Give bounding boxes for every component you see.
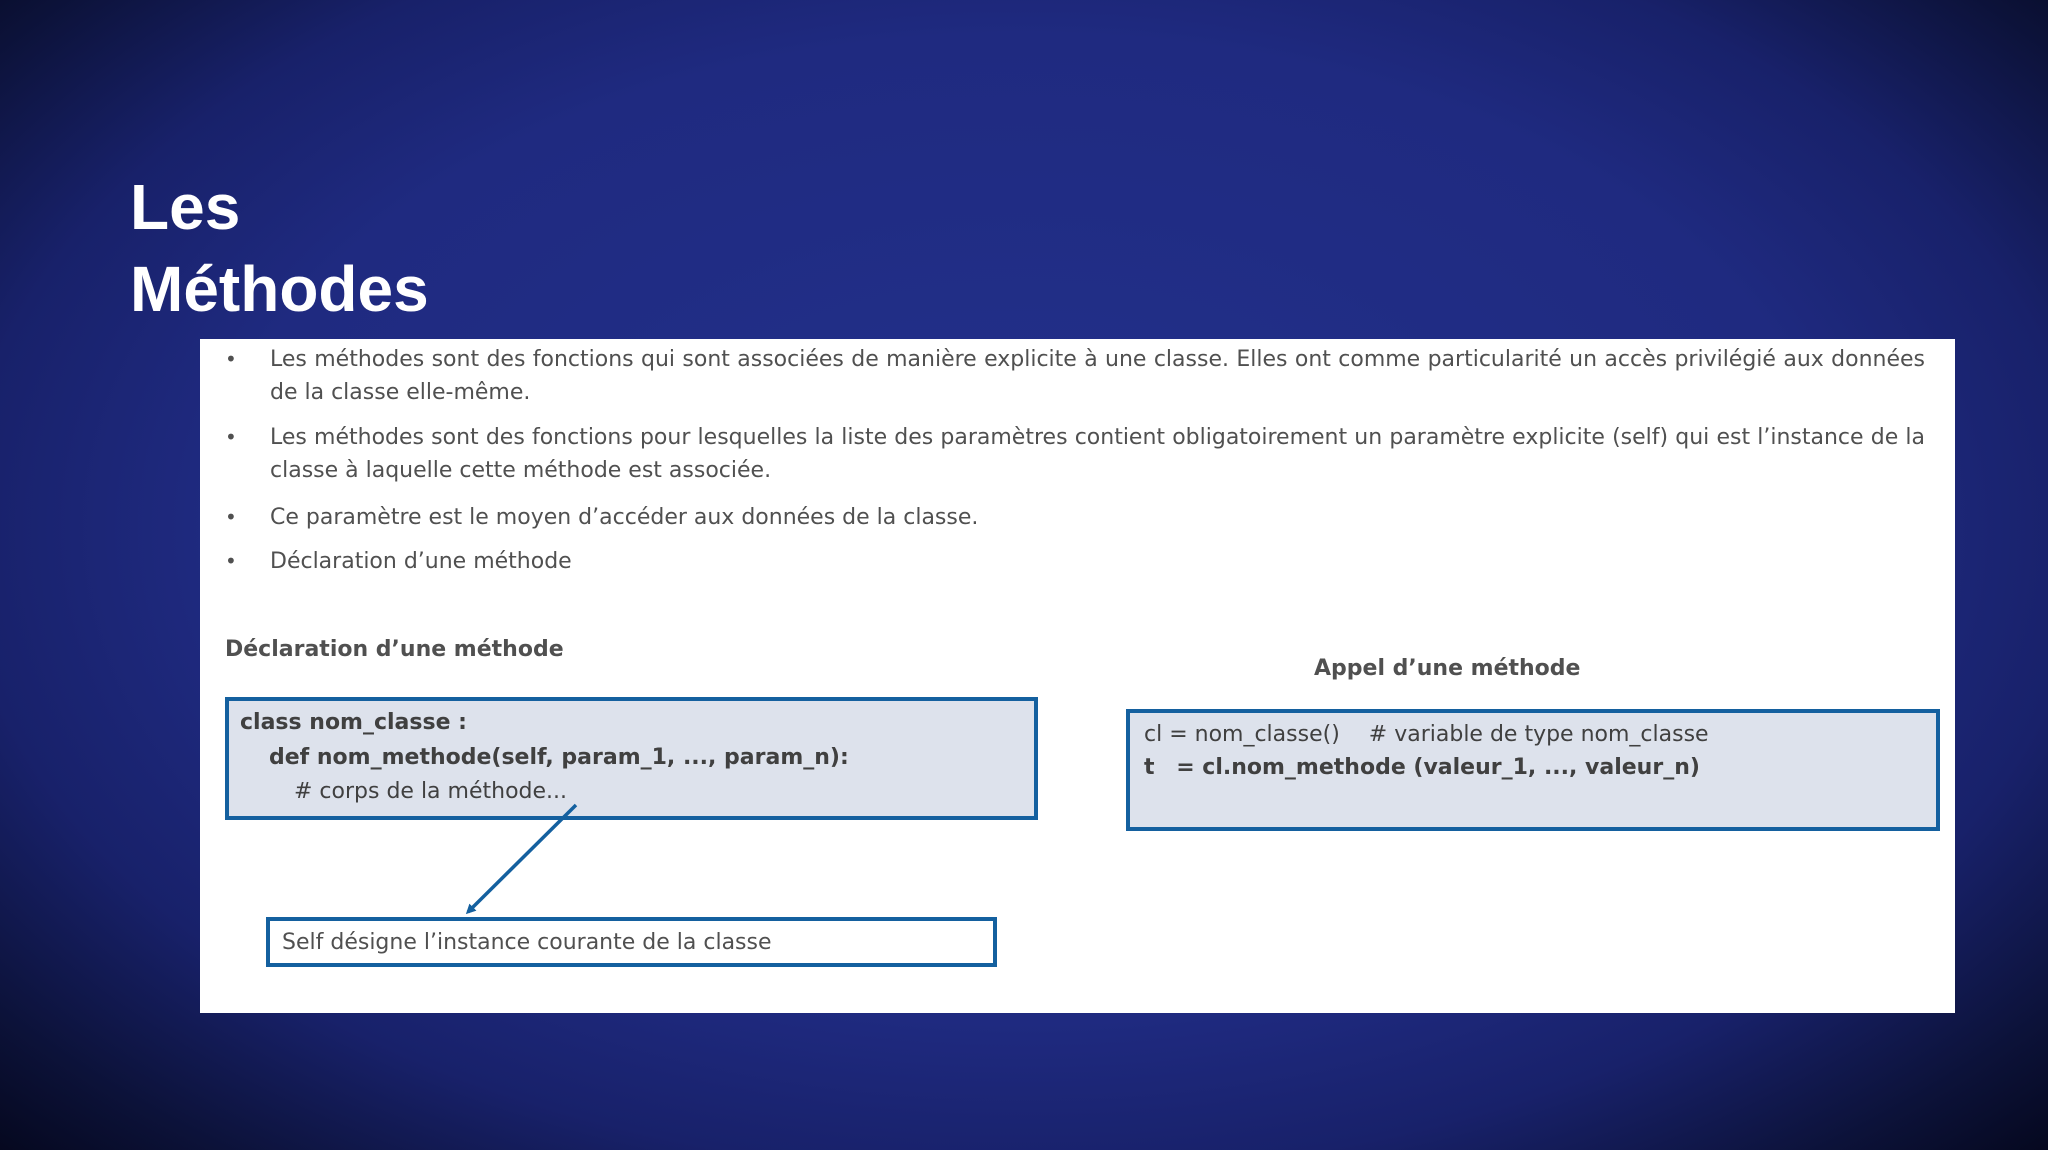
pointer-arrow: [200, 339, 1955, 1013]
self-annotation-box: [266, 917, 997, 967]
bullet-dot: •: [225, 549, 237, 573]
bullet-dot: •: [225, 505, 237, 529]
slide-title-line-2: Méthodes: [130, 253, 429, 325]
code-line-def: def nom_methode(self, param_1, ..., param_n):: [269, 745, 849, 770]
declaration-label: Déclaration d’une méthode: [225, 637, 564, 662]
code-instantiation: cl = nom_classe(): [1144, 722, 1340, 747]
bullet-dot: •: [225, 425, 237, 449]
appel-label: Appel d’une méthode: [1314, 656, 1581, 681]
code-call-variable: t: [1144, 755, 1155, 780]
self-annotation-text: Self désigne l’instance courante de la classe: [282, 930, 772, 955]
slide-title: [130, 166, 429, 330]
bullet-text: Les méthodes sont des fonctions pour lesquelles la liste des paramètres contient obligatoirement un paramètre explicite (self) qui est l’instance de la classe à laquelle cette méthode est associée.: [270, 425, 1925, 483]
bullet-text: Ce paramètre est le moyen d’accéder aux données de la classe.: [270, 505, 979, 530]
slide-title-line-1: Les: [130, 171, 241, 243]
code-line-comment: # corps de la méthode...: [294, 779, 568, 804]
bullet-text: Les méthodes sont des fonctions qui sont associées de manière explicite à une classe. Elles ont comme particularité un accès privilégié aux données de la classe elle-même.: [270, 347, 1925, 405]
bullet-text: Déclaration d’une méthode: [270, 549, 572, 574]
bullet-dot: •: [225, 347, 237, 371]
code-line-class: class nom_classe :: [240, 710, 467, 735]
content-panel: [200, 339, 1955, 1013]
code-comment: # variable de type nom_classe: [1368, 722, 1709, 747]
code-call-expression: = cl.nom_methode (valeur_1, ..., valeur_n): [1176, 755, 1700, 780]
